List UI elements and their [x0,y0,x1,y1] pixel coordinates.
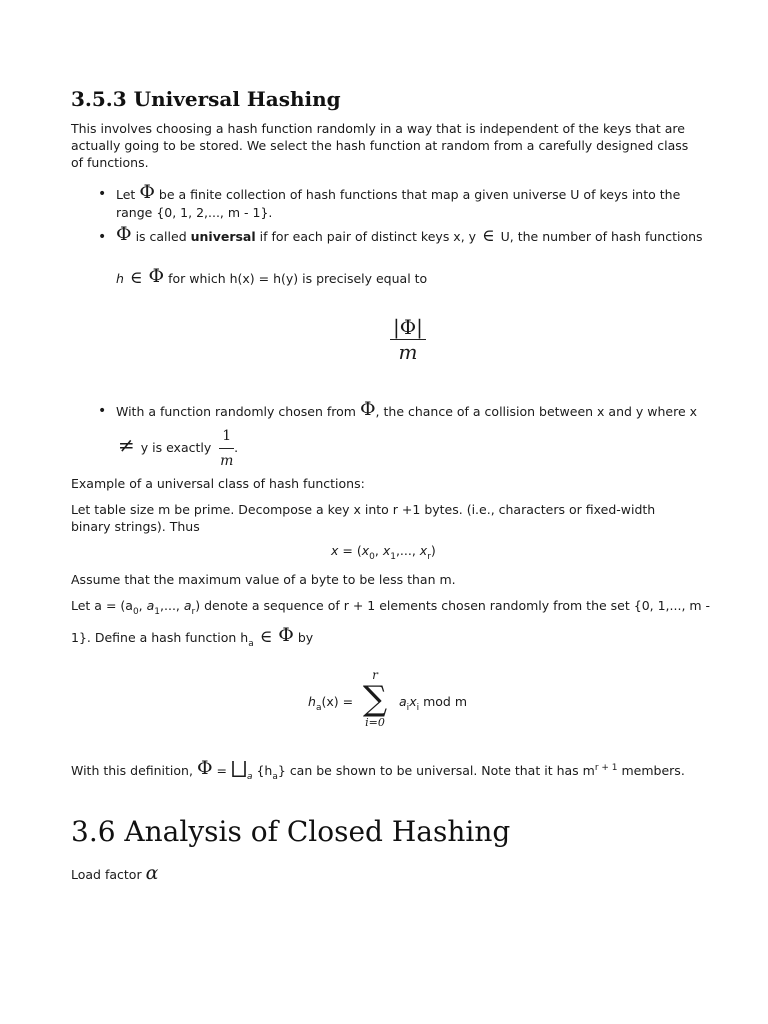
intro-paragraph: This involves choosing a hash function randomly in a way that is independent of the keys that are actually going to be stored. We select the hash function at random from a carefully designed class of functions. [71,121,689,170]
assumption-line: Assume that the maximum value of a byte to be less than m. [71,572,456,587]
sequence-definition: Let $a = (a_0$, $a_1$,..., $a_r$) denote a sequence of r + 1 elements chosen randomly from the set {0, 1,..., m - [71,598,711,617]
section-title: 3.5.3 Universal Hashing [71,87,341,111]
phi-symbol: Φ [359,398,376,420]
fraction-phi-over-m: $\frac{|\Phi|}{m}$ [390,315,426,364]
bullet-2: Φ is called universal if for each pair of distinct keys x, y ∈ U, the number of hash functions [116,223,703,246]
phi-symbol: Φ [148,265,165,287]
load-factor-line: Load factor α [71,862,159,884]
bullet-marker: • [98,403,107,419]
fraction-1-over-m: $\frac{1}{m}$ [219,424,234,473]
section-2-title: 3.6 Analysis of Closed Hashing [71,815,511,848]
bullet-3-line-2: ≠ y is exactly $\frac{1}{m}$ . [116,424,238,473]
example-heading: Example of a universal class of hash functions: [71,476,365,491]
element-of-symbol: ∈ [482,226,495,246]
hash-function-definition: 1}. Define a hash function $h_a$ ∈ Φ by [71,624,314,649]
bullet-marker: • [98,186,107,202]
disjoint-union-symbol: ⨆ [230,756,247,780]
definition-line: With this definition, $\Phi = ⨆_a$ $\{h_a\}$ can be shown to be universal. Note that it has $m^{r + 1}$ members. [71,756,685,782]
phi-symbol: Φ [278,624,294,646]
example-paragraph: Let table size m be prime. Decompose a key x into r +1 bytes. (i.e., characters or fixed-width binary strings). Thus [71,502,656,534]
phi-symbol: Φ [196,757,213,779]
key-decomposition-formula: $x = (x_0$, $x_1$,..., $x_r$) [331,543,436,562]
bullet-1-line-2: range {0, 1, 2,..., m - 1}. [116,205,273,220]
bullet-3: With a function randomly chosen from Φ, the chance of a collision between x and y where x [116,398,698,420]
universal-term: universal [190,229,256,244]
phi-symbol: Φ [116,223,132,245]
not-equal-symbol: ≠ [118,433,135,457]
element-of-symbol: ∈ [259,627,273,647]
bullet-marker: • [98,229,107,245]
bullet-1: Let Φ be a finite collection of hash functions that map a given universe U of keys into the [116,181,681,203]
element-of-symbol: ∈ [129,268,143,288]
bullet-2-line-2: h ∈ Φ for which h(x) = h(y) is precisely equal to [116,265,428,288]
alpha-symbol: α [145,862,159,884]
phi-symbol: Φ [139,181,155,203]
